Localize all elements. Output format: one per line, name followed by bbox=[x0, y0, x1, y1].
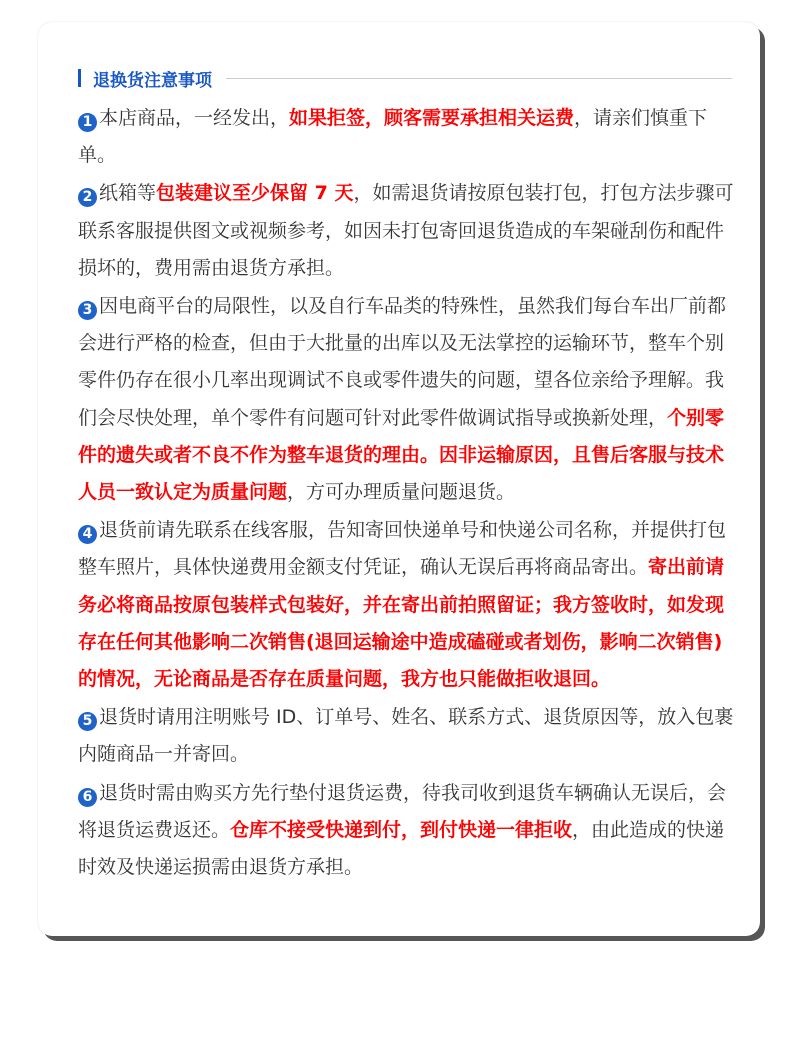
item-3-text-end: ，方可办理质量问题退货。 bbox=[287, 481, 516, 504]
notice-list bbox=[78, 100, 738, 887]
number-4-icon: 4 bbox=[78, 525, 97, 544]
number-5-icon: 5 bbox=[78, 712, 97, 731]
heading-accent-bar bbox=[78, 69, 81, 87]
item-3-highlight: 个别零件的遗失或者不良不作为整车退货的理由。因非运输原因，且售后客服与技术人员一致认定为质量问题 bbox=[78, 406, 725, 504]
notice-card bbox=[38, 22, 760, 936]
notice-item-1 bbox=[78, 100, 738, 174]
item-6-text: 退货时需由购买方先行垫付退货运费，待我司收到退货车辆确认无误后，会将退货运费返还。 bbox=[78, 781, 727, 841]
heading-divider bbox=[226, 78, 732, 79]
item-5-text: 退货时请用注明账号 ID、订单号、姓名、联系方式、退货原因等，放入包裹内随商品一并寄回。 bbox=[78, 706, 734, 766]
number-3-icon: 3 bbox=[78, 301, 97, 320]
item-4-highlight: 寄出前请务必将商品按原包装样式包装好，并在寄出前拍照留证；我方签收时，如发现存在任何其他影响二次销售(退回运输途中造成磕碰或者划伤，影响二次销售)的情况，无论商品是否存在质量问题，我方也只能做拒收退回。 bbox=[78, 556, 725, 691]
notice-item-5 bbox=[78, 699, 738, 773]
section-header bbox=[78, 66, 732, 90]
item-6-text-end: ，由此造成的快递时效及快递运损需由退货方承担。 bbox=[78, 818, 725, 879]
item-1-highlight: 如果拒签，顾客需要承担相关运费 bbox=[289, 107, 575, 129]
item-6-highlight: 仓库不接受快递到付，到付快递一律拒收 bbox=[230, 818, 573, 841]
notice-item-4 bbox=[78, 512, 738, 698]
notice-item-6 bbox=[78, 775, 738, 887]
notice-item-2 bbox=[78, 175, 738, 287]
item-2-text: 纸箱等 bbox=[99, 182, 157, 205]
item-2-highlight: 包装建议至少保留 7 天 bbox=[156, 182, 354, 205]
item-3-text: 因电商平台的局限性，以及自行车品类的特殊性，虽然我们每台车出厂前都会进行严格的检查，但由于大批量的出库以及无法掌控的运输环节，整车个别零件仍存在很小几率出现调试不良或零件遗失的问题，望各位亲给予理解。我们会尽快处理，单个零件有问题可针对此零件做调试指导或换新处理， bbox=[78, 295, 727, 429]
number-1-icon: 1 bbox=[78, 113, 97, 132]
number-6-icon: 6 bbox=[78, 788, 97, 807]
number-2-icon: 2 bbox=[78, 188, 97, 207]
item-4-text: 退货前请先联系在线客服，告知寄回快递单号和快递公司名称，并提供打包整车照片，具体快递费用金额支付凭证，确认无误后再将商品寄出。 bbox=[78, 519, 727, 579]
section-title: 退换货注意事项 bbox=[93, 70, 212, 91]
item-1-text-end: ，请亲们慎重下单。 bbox=[78, 107, 708, 167]
item-1-text: 本店商品，一经发出， bbox=[99, 107, 290, 129]
item-2-text-end: ，如需退货请按原包装打包，打包方法步骤可联系客服提供图文或视频参考，如因未打包寄回退货造成的车架碰刮伤和配件损坏的，费用需由退货方承担。 bbox=[78, 182, 734, 279]
notice-item-3 bbox=[78, 288, 738, 511]
